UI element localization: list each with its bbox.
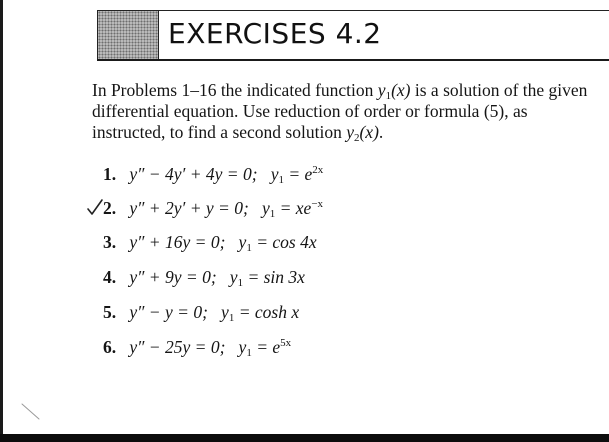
problem-solution-rhs: = cos 4x xyxy=(251,232,317,252)
header-underline xyxy=(97,59,609,61)
problem-item xyxy=(103,301,299,323)
problem-solution-sup: −x xyxy=(311,198,324,210)
problem-number: 2. xyxy=(103,198,117,218)
problem-item xyxy=(103,231,317,253)
intro-text-part3: . xyxy=(378,122,384,142)
problem-solution-sub: 1 xyxy=(228,312,235,324)
problem-solution-sub: 1 xyxy=(237,277,244,289)
problem-number: 3. xyxy=(103,232,117,252)
intro-y1-arg: (x) xyxy=(391,80,411,100)
intro-y2-var: y xyxy=(346,122,354,142)
intro-y1-sub: 1 xyxy=(385,90,392,102)
problem-solution-sup: 5x xyxy=(280,337,292,349)
page-bottom-edge xyxy=(0,434,609,442)
intro-text-part1: In Problems 1–16 the indicated function xyxy=(92,80,378,100)
problem-equation: y″ + 16y = 0; xyxy=(129,232,226,252)
problem-equation: y″ + 9y = 0; xyxy=(129,267,217,287)
problem-item xyxy=(103,197,323,219)
pencil-stroke-icon xyxy=(20,402,42,422)
problem-solution-var: y xyxy=(270,164,279,184)
handwritten-check-icon xyxy=(86,198,106,218)
problem-solution-rhs: = e xyxy=(251,337,281,357)
problem-equation: y″ − 25y = 0; xyxy=(129,337,226,357)
problem-solution-sub: 1 xyxy=(278,174,284,186)
intro-paragraph xyxy=(92,80,592,143)
problem-solution-var: y xyxy=(229,267,238,287)
intro-y1-var: y xyxy=(377,80,386,100)
problem-number: 6. xyxy=(103,337,117,357)
problem-number: 1. xyxy=(103,164,117,184)
header-top-rule xyxy=(97,10,609,11)
problem-number: 4. xyxy=(103,267,117,287)
section-heading: EXERCISES 4.2 xyxy=(168,17,382,50)
problem-number: 5. xyxy=(103,302,117,322)
problem-solution-rhs: = sin 3x xyxy=(243,267,305,287)
problem-solution-sub: 1 xyxy=(269,208,276,220)
problem-solution-var: y xyxy=(221,302,229,322)
problem-equation: y″ − 4y′ + 4y = 0; xyxy=(129,164,258,184)
problem-solution-sup: 2x xyxy=(312,164,324,176)
problem-item xyxy=(103,266,305,288)
problem-solution-var: y xyxy=(238,232,247,252)
problem-solution-rhs: = xe xyxy=(275,198,312,218)
header-texture-block xyxy=(97,10,159,60)
problem-solution-rhs: = cosh x xyxy=(234,302,300,322)
problem-equation: y″ + 2y′ + y = 0; xyxy=(129,198,249,218)
problem-solution-var: y xyxy=(238,337,247,357)
problem-solution-rhs: = e xyxy=(283,164,313,184)
problem-equation: y″ − y = 0; xyxy=(129,302,208,322)
problem-solution-sub: 1 xyxy=(246,242,252,254)
problem-item xyxy=(103,336,291,358)
intro-text-part2: is a solution of the given differential equation. Use reduction of order or formula (5), as instructed, to find a second solution xyxy=(92,80,588,142)
page-left-edge xyxy=(0,0,3,442)
problem-solution-sub: 1 xyxy=(246,347,252,359)
intro-y2-sub: 2 xyxy=(353,132,360,144)
problem-item xyxy=(103,163,323,185)
problem-solution-var: y xyxy=(261,198,270,218)
intro-y2-arg: (x) xyxy=(359,122,379,142)
